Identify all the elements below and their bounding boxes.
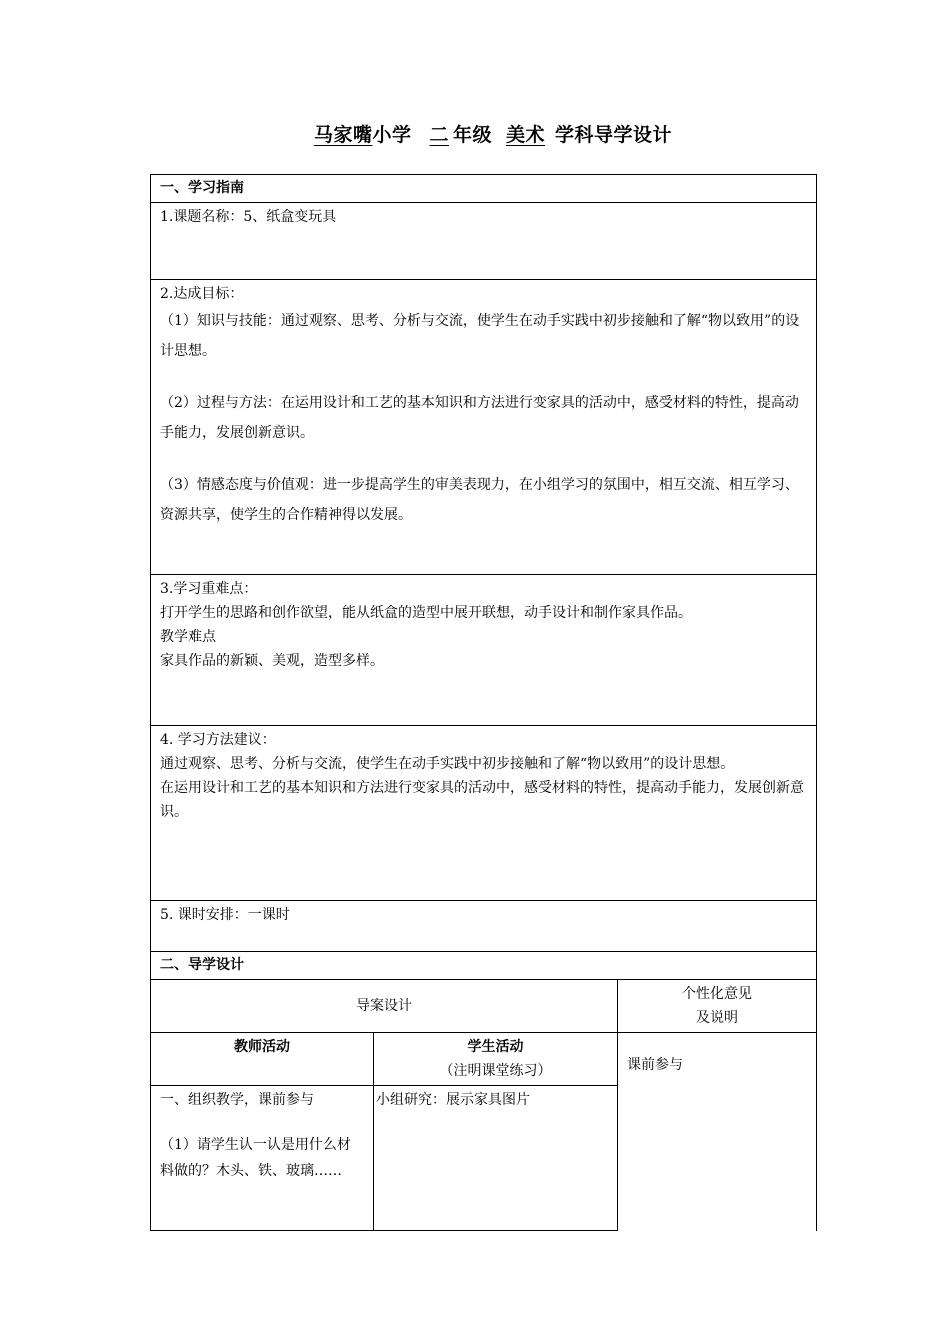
title-school: 马家嘴: [313, 124, 373, 146]
title-grade: 二: [429, 124, 449, 146]
goal-process: （2）过程与方法：在运用设计和工艺的基本知识和方法进行变家具的活动中，感受材料的特性，提高动手能力，发展创新意识。: [160, 395, 799, 441]
student-subheader-text: （注明课堂练习）: [439, 1063, 552, 1079]
teacher-header: [151, 1033, 374, 1086]
personal-header-line1: 个性化意见: [682, 986, 752, 1002]
schedule-cell: [151, 901, 817, 952]
student-row1: [374, 1086, 618, 1231]
teacher-row1-title: 一、组织教学，课前参与: [160, 1092, 314, 1108]
method-2: 在运用设计和工艺的基本知识和方法进行变家具的活动中，感受材料的特性，提高动手能力，发展创新意识。: [160, 780, 804, 820]
keypoints-cell: [151, 575, 817, 726]
section1-heading: 一、学习指南: [151, 175, 817, 203]
teacher-header-text: 教师活动: [234, 1039, 290, 1055]
student-header: [374, 1033, 618, 1086]
teacher-row1: [151, 1086, 374, 1231]
difficulty-label: 教学难点: [160, 629, 216, 645]
goal-knowledge: （1）知识与技能：通过观察、思考、分析与交流，使学生在动手实践中初步接触和了解“物以致用”的设计思想。: [160, 313, 800, 359]
student-row1-text: 小组研究：展示家具图片: [376, 1092, 530, 1108]
guide-table: [150, 174, 817, 1231]
title-school-suffix: 小学: [372, 124, 412, 146]
goals-label: 2.达成目标：: [160, 286, 244, 302]
topic-cell: [151, 203, 817, 280]
method-1: 通过观察、思考、分析与交流，使学生在动手实践中初步接触和了解“物以致用”的设计思想。: [160, 756, 735, 772]
difficulty-text: 家具作品的新颖、美观，造型多样。: [160, 653, 384, 669]
personal-header: [618, 980, 817, 1033]
section2-heading: 二、导学设计: [151, 952, 817, 980]
topic-text: 1.课题名称：5、纸盒变玩具: [160, 209, 337, 225]
teacher-row1-question: （1）请学生认一认是用什么材料做的？木头、铁、玻璃……: [160, 1137, 351, 1179]
keypoint-text: 打开学生的思路和创作欲望，能从纸盒的造型中展开联想，动手设计和制作家具作品。: [160, 605, 692, 621]
methods-cell: [151, 726, 817, 901]
goals-cell: [151, 280, 817, 575]
title-subject: 美术: [506, 124, 546, 146]
student-header-text: 学生活动: [467, 1039, 524, 1055]
method-label: 4. 学习方法建议：: [160, 732, 276, 748]
personal-row1-text: 课前参与: [627, 1057, 683, 1073]
design-header: 导案设计: [151, 980, 618, 1033]
keypoints-label: 3.学习重难点：: [160, 581, 258, 597]
schedule-text: 5. 课时安排：一课时: [160, 907, 290, 923]
personal-header-line2: 及说明: [696, 1010, 738, 1026]
title-subject-suffix: 学科导学设计: [555, 124, 673, 146]
title-grade-suffix: 年级: [453, 124, 493, 146]
document-title: [0, 120, 950, 147]
goal-attitude: （3）情感态度与价值观：进一步提高学生的审美表现力，在小组学习的氛围中，相互交流、相互学习、资源共享，使学生的合作精神得以发展。: [160, 477, 799, 523]
personal-row1: [618, 1033, 817, 1231]
